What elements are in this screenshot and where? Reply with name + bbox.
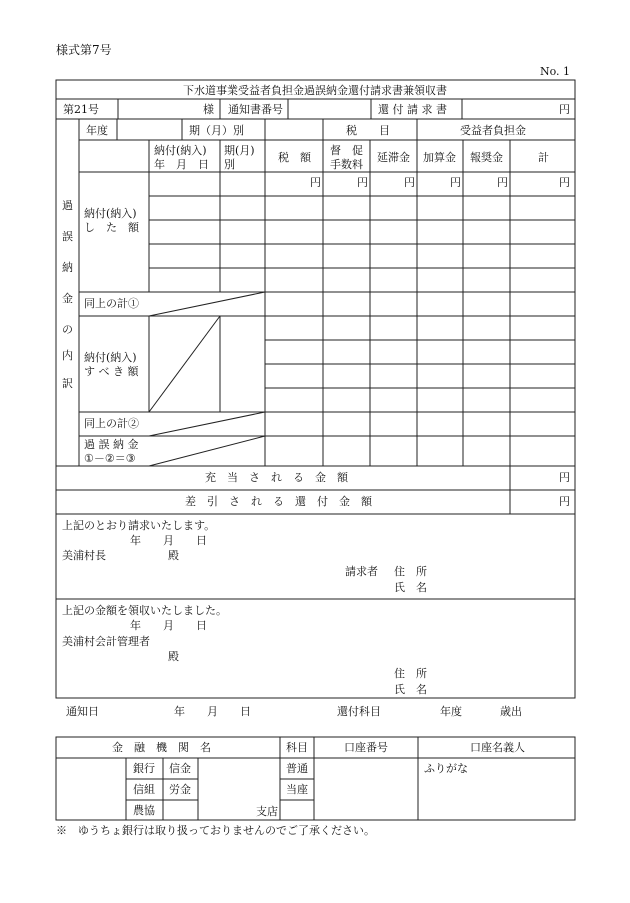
request-recipient: 美浦村長 (62, 549, 106, 562)
tax-item-label: 税 目 (346, 124, 390, 137)
tax-item-value: 受益者負担金 (460, 124, 526, 137)
yen-reward: 円 (497, 176, 508, 189)
refund-yen: 円 (559, 495, 570, 508)
yen-tax: 円 (310, 176, 321, 189)
notice-year: 年度 (440, 705, 462, 718)
request-name-label: 氏 名 (394, 581, 427, 594)
due-label-1: 納付(納入) (84, 351, 137, 364)
yen-surcharge: 円 (450, 176, 461, 189)
refund-subject-label: 還付科目 (337, 705, 381, 718)
request-address-label: 住 所 (394, 565, 427, 578)
col-period-1: 期(月) (224, 144, 255, 157)
paid-label-2: し た 額 (84, 221, 139, 234)
sama-label: 様 (203, 103, 214, 116)
col-surcharge: 加算金 (423, 151, 456, 164)
side-label-char: 誤 (62, 230, 73, 243)
notice-no: 第21号 (63, 103, 99, 116)
col-total: 計 (538, 151, 549, 164)
subtotal1-label: 同上の計① (84, 297, 139, 310)
col-reward: 報奨金 (470, 151, 503, 164)
due-label-2: す べ き 額 (84, 365, 139, 378)
col-tax-amount: 税 額 (278, 151, 311, 164)
side-label-char: 訳 (62, 377, 73, 390)
overpay-label-2: ①－②＝③ (84, 452, 136, 465)
yen-unit: 円 (559, 103, 570, 116)
receipt-line: 上記の金額を領収いたしました。 (62, 604, 227, 617)
yen-reminder: 円 (357, 176, 368, 189)
col-delay: 延滞金 (377, 151, 410, 164)
bank-holder-header: 口座名義人 (470, 741, 525, 754)
notice-number-label: 通知書番号 (228, 103, 283, 116)
col-reminder-1: 督 促 (330, 144, 363, 157)
furigana-label: ふりがな (424, 762, 468, 775)
notice-date-label: 通知日 (66, 705, 99, 718)
side-label-char: 金 (62, 292, 73, 305)
applied-amount-label: 充 当 さ れ る 金 額 (205, 471, 348, 484)
yen-delay: 円 (404, 176, 415, 189)
paid-label-1: 納付(納入) (84, 207, 137, 220)
form-number: No. 1 (540, 65, 571, 78)
receipt-date: 年 月 日 (130, 619, 207, 632)
receipt-dono: 殿 (168, 650, 179, 663)
notice-date: 年 月 日 (174, 705, 251, 718)
bank-type-nokyo: 農協 (133, 804, 155, 817)
request-date: 年 月 日 (130, 534, 207, 547)
bank-subject-header: 科目 (286, 741, 308, 754)
side-label-char: 内 (62, 349, 73, 362)
col-pay-date-2: 年 月 日 (154, 158, 209, 171)
receipt-recipient: 美浦村会計管理者 (62, 635, 150, 648)
bank-type-rokin: 労金 (169, 783, 191, 796)
bank-institution-header: 金 融 機 関 名 (112, 741, 211, 754)
col-reminder-2: 手数料 (330, 158, 363, 171)
document-title: 下水道事業受益者負担金過誤納金還付請求書兼領収書 (183, 84, 447, 97)
side-label-char: 納 (62, 261, 73, 274)
col-period-2: 別 (224, 158, 235, 171)
side-label-char: の (62, 323, 73, 336)
request-line: 上記のとおり請求いたします。 (62, 519, 216, 532)
footnote: ※ ゆうちょ銀行は取り扱っておりませんのでご了承ください。 (56, 824, 375, 837)
account-type-toza: 当座 (286, 783, 308, 796)
form-label: 様式第7号 (56, 43, 112, 57)
notice-expense: 歳出 (500, 705, 522, 718)
receipt-name-label: 氏 名 (394, 683, 427, 696)
bank-branch-label: 支店 (256, 805, 278, 818)
overpay-label-1: 過 誤 納 金 (84, 438, 139, 451)
col-pay-date-1: 納付(納入) (154, 144, 207, 157)
yen-total: 円 (559, 176, 570, 189)
applied-yen: 円 (559, 471, 570, 484)
receipt-address-label: 住 所 (394, 667, 427, 680)
bank-account-header: 口座番号 (344, 741, 388, 754)
refund-request-label: 還 付 請 求 書 (378, 103, 447, 116)
bank-type-shinkin: 信金 (169, 762, 191, 775)
refund-amount-label: 差 引 さ れ る 還 付 金 額 (185, 495, 372, 508)
bank-type-bank: 銀行 (133, 762, 155, 775)
request-dono: 殿 (168, 549, 179, 562)
account-type-futsu: 普通 (286, 762, 308, 775)
subtotal2-label: 同上の計② (84, 417, 139, 430)
bank-type-shinkumi: 信組 (133, 783, 155, 796)
claimant-label: 請求者 (345, 565, 378, 578)
side-label-char: 過 (62, 199, 73, 212)
period-label: 期（月）別 (189, 124, 244, 137)
fiscal-year-label: 年度 (86, 124, 108, 137)
